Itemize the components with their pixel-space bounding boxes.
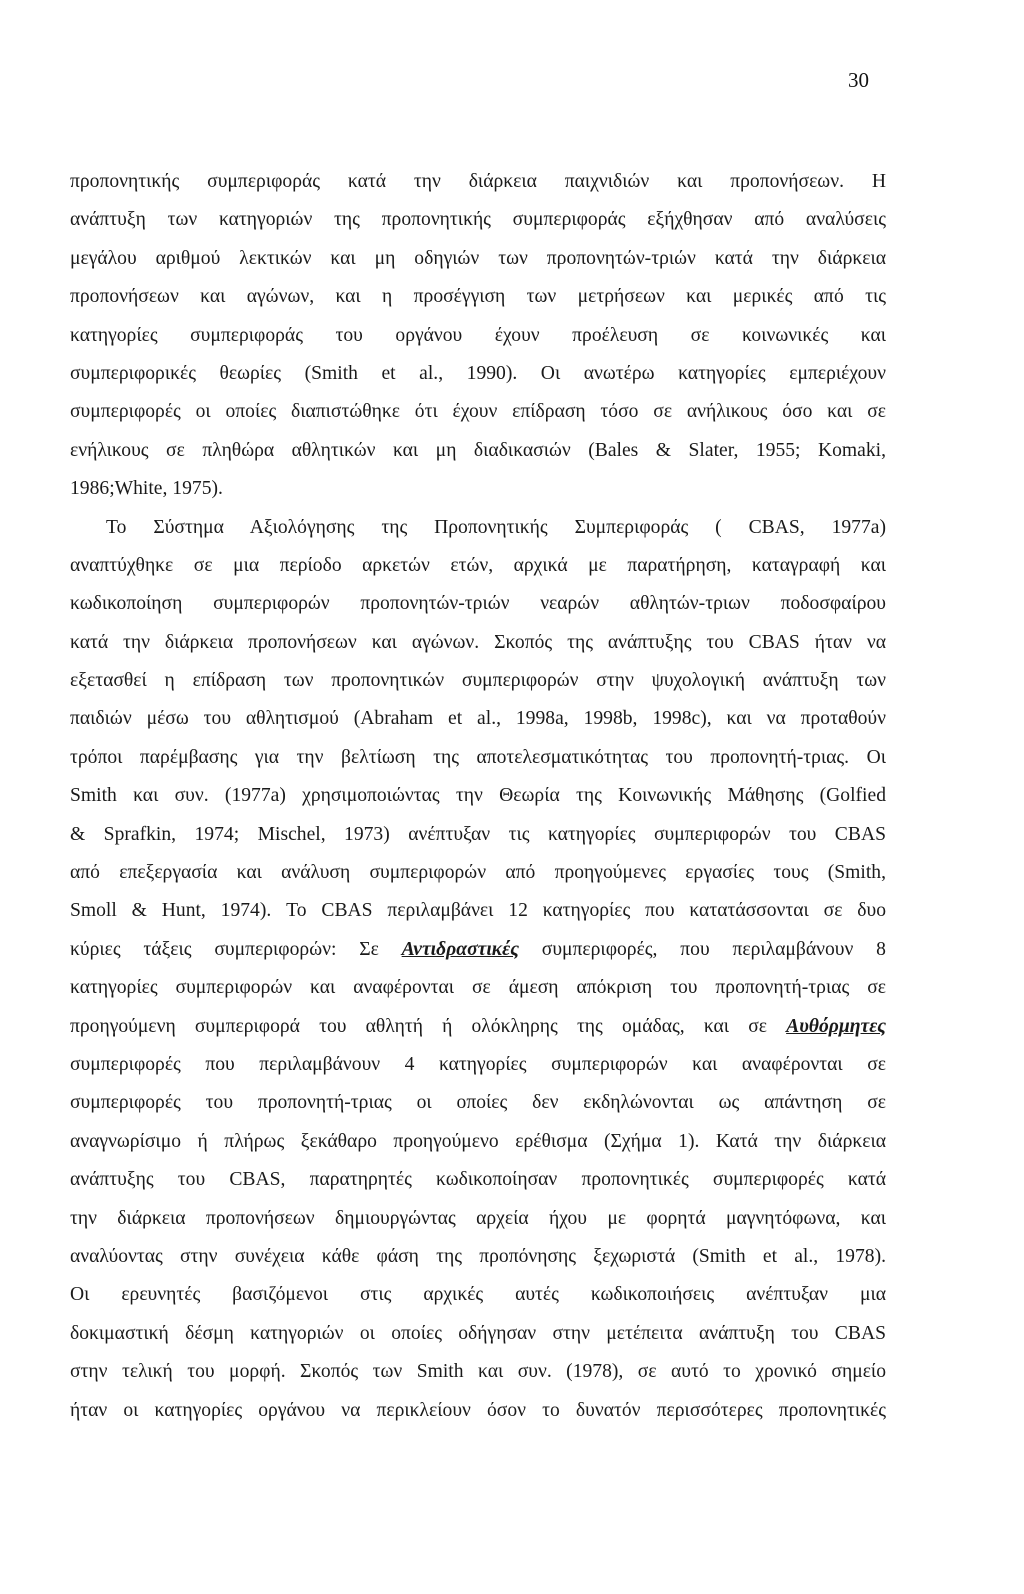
text-line [70, 547, 886, 585]
text-run: την διάρκεια προπονήσεων δημιουργώντας αρχεία ήχου με φορητά μαγνητόφωνα, και [70, 1207, 886, 1229]
text-run: αναλύοντας στην συνέχεια κάθε φάση της προπόνησης ξεχωριστά (Smith et al., 1978). [70, 1245, 886, 1267]
text-line [70, 1353, 886, 1391]
text-line [70, 854, 886, 892]
text-line [70, 739, 886, 777]
text-run: κατηγορίες συμπεριφοράς του οργάνου έχουν προέλευση σε κοινωνικές και [70, 324, 886, 346]
page-number: 30 [848, 68, 869, 92]
text-run: εξετασθεί η επίδραση των προπονητικών συμπεριφορών στην ψυχολογική ανάπτυξη των [70, 670, 886, 692]
text-line [70, 317, 886, 355]
text-run: & Sprafkin, 1974; Mischel, 1973) ανέπτυξαν τις κατηγορίες συμπεριφορών του CBAS [70, 823, 886, 845]
text-run: κύριες τάξεις συμπεριφορών: Σε [70, 938, 402, 960]
text-line [70, 1392, 886, 1430]
emphasized-term: Αντιδραστικές [401, 938, 519, 960]
body-text [70, 163, 886, 1430]
text-line [70, 1200, 886, 1238]
text-run: συμπεριφορές, που περιλαμβάνουν 8 [518, 938, 886, 960]
text-line [70, 1315, 886, 1353]
text-line [70, 278, 886, 316]
text-line [70, 355, 886, 393]
text-line [70, 1046, 886, 1084]
text-run: από επεξεργασία και ανάλυση συμπεριφορών από προηγούμενες εργασίες τους (Smith, [70, 862, 886, 884]
text-run: συμπεριφορές οι οποίες διαπιστώθηκε ότι έχουν επίδραση τόσο σε ανήλικους όσο και σε [70, 401, 886, 423]
text-run: Το Σύστημα Αξιολόγησης της Προπονητικής Συμπεριφοράς ( CBAS, 1977a) [106, 516, 886, 538]
text-line [70, 201, 886, 239]
text-run: προηγούμενη συμπεριφορά του αθλητή ή ολόκληρης της ομάδας, και σε [70, 1015, 787, 1037]
text-line [70, 1123, 886, 1161]
text-run: αναπτύχθηκε σε μια περίοδο αρκετών ετών, αρχικά με παρατήρηση, καταγραφή και [70, 554, 886, 576]
text-line [70, 624, 886, 662]
text-line [70, 777, 886, 815]
text-run: ανάπτυξης του CBAS, παρατηρητές κωδικοποίησαν προπονητικές συμπεριφορές κατά [70, 1169, 886, 1191]
text-run: αναγνωρίσιμο ή πλήρως ξεκάθαρο προηγούμενο ερέθισμα (Σχήμα 1). Κατά την διάρκεια [70, 1130, 886, 1152]
text-run: δοκιμαστική δέσμη κατηγοριών οι οποίες οδήγησαν στην μετέπειτα ανάπτυξη του CBAS [70, 1322, 886, 1344]
text-run: προπονητικής συμπεριφοράς κατά την διάρκεια παιχνιδιών και προπονήσεων. Η [70, 171, 886, 192]
text-line [70, 816, 886, 854]
text-run: Οι ερευνητές βασιζόμενοι στις αρχικές αυτές κωδικοποιήσεις ανέπτυξαν μια [70, 1284, 886, 1306]
text-run: ανάπτυξη των κατηγοριών της προπονητικής συμπεριφοράς εξήχθησαν από αναλύσεις [70, 209, 886, 231]
text-run: στην τελική του μορφή. Σκοπός των Smith και συν. (1978), σε αυτό το χρονικό σημείο [70, 1361, 886, 1383]
text-run: ενήλικους σε πληθώρα αθλητικών και μη διαδικασιών (Bales & Slater, 1955; Komaki, [70, 439, 886, 461]
text-run: συμπεριφορές που περιλαμβάνουν 4 κατηγορίες συμπεριφορών και αναφέρονται σε [70, 1053, 886, 1075]
emphasized-term: Αυθόρμητες [786, 1015, 886, 1037]
text-run: κατά την διάρκεια προπονήσεων και αγώνων. Σκοπός της ανάπτυξης του CBAS ήταν να [70, 631, 886, 653]
text-line [70, 470, 886, 508]
text-run: τρόποι παρέμβασης για την βελτίωση της αποτελεσματικότητας του προπονητή-τριας. Οι [70, 746, 886, 768]
text-run: κωδικοποίηση συμπεριφορών προπονητών-τριών νεαρών αθλητών-τριων ποδοσφαίρου [70, 593, 886, 615]
text-line [70, 892, 886, 930]
text-run: παιδιών μέσω του αθλητισμού (Abraham et al., 1998a, 1998b, 1998c), και να προταθούν [70, 708, 886, 730]
text-run: συμπεριφορικές θεωρίες (Smith et al., 1990). Οι ανωτέρω κατηγορίες εμπεριέχουν [70, 362, 886, 384]
text-line [70, 585, 886, 623]
text-line [70, 662, 886, 700]
text-line [70, 700, 886, 738]
text-line [70, 240, 886, 278]
text-line [70, 1238, 886, 1276]
text-run: μεγάλου αριθμού λεκτικών και μη οδηγιών των προπονητών-τριών κατά την διάρκεια [70, 247, 886, 269]
text-line [70, 1276, 886, 1314]
text-run: κατηγορίες συμπεριφορών και αναφέρονται σε άμεση απόκριση του προπονητή-τριας σε [70, 977, 886, 999]
text-line [70, 509, 886, 547]
text-run: Smoll & Hunt, 1974). Το CBAS περιλαμβάνει 12 κατηγορίες που κατατάσσονται σε δυο [70, 900, 886, 922]
text-line [70, 432, 886, 470]
text-line [70, 163, 886, 201]
text-run: προπονήσεων και αγώνων, και η προσέγγιση των μετρήσεων και μερικές από τις [70, 286, 886, 308]
text-line [70, 931, 886, 969]
text-line [70, 1161, 886, 1199]
text-line [70, 969, 886, 1007]
text-run: Smith και συν. (1977a) χρησιμοποιώντας την Θεωρία της Κοινωνικής Μάθησης (Golfied [70, 785, 886, 807]
text-run: συμπεριφορές του προπονητή-τριας οι οποίες δεν εκδηλώνονται ως απάντηση σε [70, 1092, 886, 1114]
text-line [70, 1008, 886, 1046]
text-run: ήταν οι κατηγορίες οργάνου να περικλείουν όσον το δυνατόν περισσότερες προπονητικές [70, 1399, 886, 1421]
text-line [70, 1084, 886, 1122]
text-run: 1986;White, 1975). [70, 478, 223, 500]
text-line [70, 393, 886, 431]
